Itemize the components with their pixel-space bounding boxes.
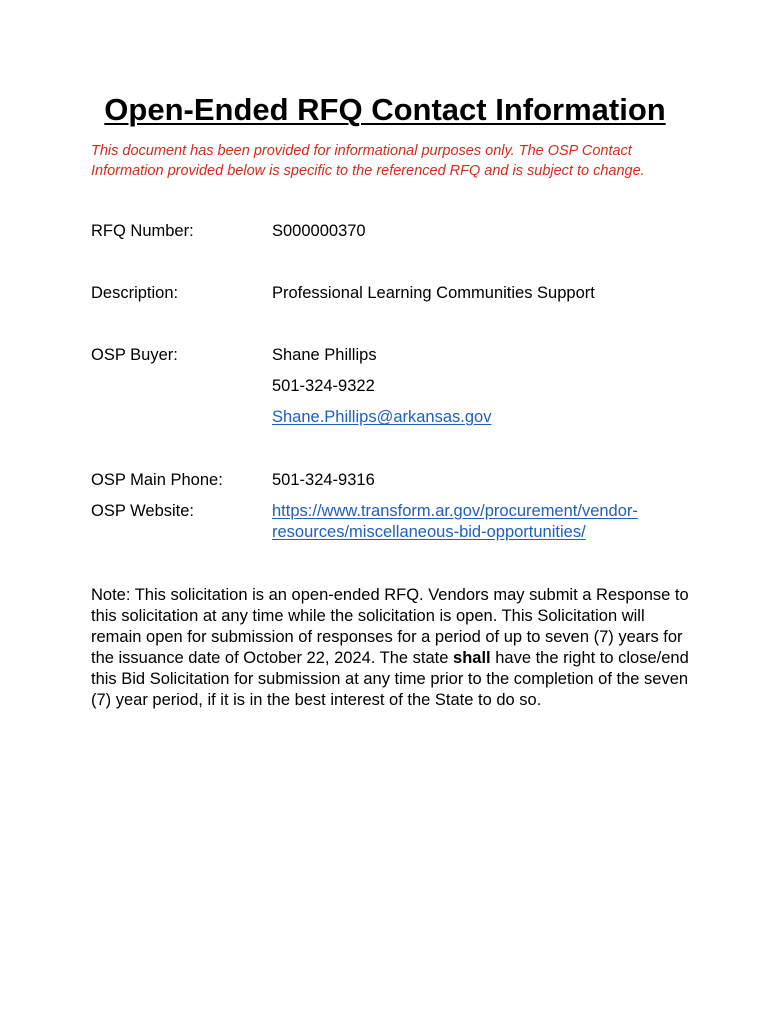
page-title: Open-Ended RFQ Contact Information [104, 92, 666, 127]
note-text-part2: have the right to close/end this Bid Solicitation for submission at any time prior to the completion of the seven (7) year period, if it is in the best interest of the State to do so. [91, 649, 689, 709]
note-bold-word: shall [453, 649, 491, 667]
note-text-part1: Note: This solicitation is an open-ended RFQ. Vendors may submit a Response to this solicitation at any time while the solicitation is open. This Solicitation will remain open for submission of responses for a period of up to seven (7) years for the issuance date of October 22, 2024. The state [91, 586, 689, 667]
disclaimer-text: This document has been provided for informational purposes only. The OSP Contact Information provided below is specific to the referenced RFQ and is subject to change. [91, 143, 645, 179]
osp-website-label: OSP Website: [91, 502, 195, 520]
osp-website-link-line1[interactable]: https://www.transform.ar.gov/procurement/vendor- [272, 502, 638, 520]
description-value: Professional Learning Communities Support [272, 284, 595, 302]
note-paragraph [91, 585, 691, 711]
osp-buyer-label: OSP Buyer: [91, 346, 178, 364]
osp-website-link-line2[interactable]: resources/miscellaneous-bid-opportunities/ [272, 523, 586, 541]
rfq-number-label: RFQ Number: [91, 222, 194, 240]
rfq-number-value: S000000370 [272, 222, 366, 240]
osp-buyer-email-link[interactable]: Shane.Phillips@arkansas.gov [272, 408, 492, 426]
osp-website-link[interactable] [272, 501, 692, 543]
osp-buyer-name: Shane Phillips [272, 346, 377, 364]
description-label: Description: [91, 284, 179, 302]
osp-buyer-phone: 501-324-9322 [272, 377, 375, 395]
osp-main-phone-label: OSP Main Phone: [91, 471, 223, 489]
osp-main-phone-value: 501-324-9316 [272, 471, 375, 489]
